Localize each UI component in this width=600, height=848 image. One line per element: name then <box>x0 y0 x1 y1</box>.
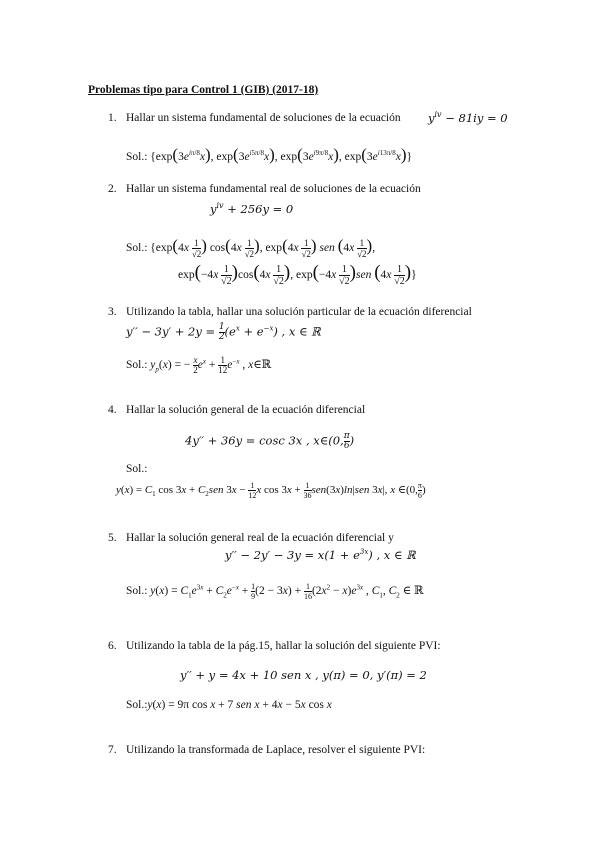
problem-4-text: Hallar la solución general de la ecuación diferencial <box>126 404 366 416</box>
problem-5-equation: $y'' - 2y' - 3y = x(1 + e^{3x})$ , x ∈ ℝ <box>225 548 416 562</box>
problem-2-text: Hallar un sistema fundamental real de soluciones de la ecuación <box>126 183 421 195</box>
problem-1-number: 1. <box>108 112 117 124</box>
problem-2-solution-line-1: Sol.: {exp(4x $\frac{1}{√2}$ ) cos(4x $\frac{1}{√2}$ ), exp(4x $\frac{1}{√2}$ ) sen (4x $\frac{1}{√2}$ ), <box>126 236 376 259</box>
problem-6-solution: Sol.:y(x) = 9π cos x + 7 sen x + 4x − 5x cos x <box>126 699 332 711</box>
problem-1-solution: Sol.: {$\exp(3e^{i\pi/8}x)$, $\exp(3e^{i5\pi/8}x)$, $\exp(3e^{i9\pi/8}x)$, $\exp(3e^{i13\pi/8}x)$} <box>126 145 413 164</box>
problem-3-number: 3. <box>108 306 117 318</box>
problem-3-solution: Sol.: $y_p(x)$ = − $\frac{x}{2}$ $e^x$ + $\frac{1}{12}$ $e^{-x}$ , x∈ℝ <box>126 355 272 375</box>
problem-4-number: 4. <box>108 404 117 416</box>
document-title: Problemas tipo para Control 1 (GIB) (2017-18) <box>88 84 319 96</box>
problem-6-number: 6. <box>108 640 117 652</box>
problem-7-text: Utilizando la transformada de Laplace, resolver el siguiente PVI: <box>126 744 426 756</box>
problem-5-number: 5. <box>108 532 117 544</box>
problem-4-equation: 4y′′ + 36y = cosc 3x , x∈(0, $\frac{\pi}{6}$ ) <box>185 431 355 451</box>
problem-3-text: Utilizando la tabla, hallar una solución particular de la ecuación diferencial <box>126 306 472 318</box>
problem-2-number: 2. <box>108 183 117 195</box>
problem-2-solution-line-2: exp(−4x $\frac{1}{√2}$ )cos(4x $\frac{1}{√2}$ ), exp(−4x $\frac{1}{√2}$ )sen (4x $\frac{1}{√2}$ )} <box>178 262 417 287</box>
problem-2-equation: $y^{iv} + 256y = 0$ <box>210 201 294 216</box>
problem-4-solution-label: Sol.: <box>126 463 148 475</box>
problem-7-number: 7. <box>108 744 117 756</box>
problem-3-equation: y′′ − 3y′ + 2y = $\frac{1}{2}$ $(e^x + e^{-x})$ , x ∈ ℝ <box>126 322 321 342</box>
problem-1-equation: $y^{iv} - 81iy = 0$ <box>428 110 508 125</box>
problem-1-text: Hallar un sistema fundamental de soluciones de la ecuación <box>126 112 401 124</box>
problem-5-solution: Sol.: $y(x) = C_1e^{3x} + C_2e^{-x}$ + $\frac{1}{9}$ (2 − 3x) + $\frac{1}{16}$ $(2x^2 - x)e^{3x}$ , $C_1$, $C_2$ ∈ ℝ <box>126 582 424 601</box>
problem-6-text: Utilizando la tabla de la pág.15, hallar la solución del siguiente PVI: <box>126 640 441 652</box>
problem-6-equation: y′′ + y = 4x + 10 sen x , y(π) = 0, y′(π) = 2 <box>180 668 427 682</box>
problem-5-text: Hallar la solución general real de la ecuación diferencial y <box>126 532 394 544</box>
problem-4-solution: $y(x) = C_1$ $\cos 3x + C_2sen$ 3x − $\frac{1}{12}$ x cos 3x + $\frac{1}{36}$ sen(3x)ln|sen 3x|, x ∈(0, $\frac{\pi}{6}$ ) <box>116 481 426 500</box>
